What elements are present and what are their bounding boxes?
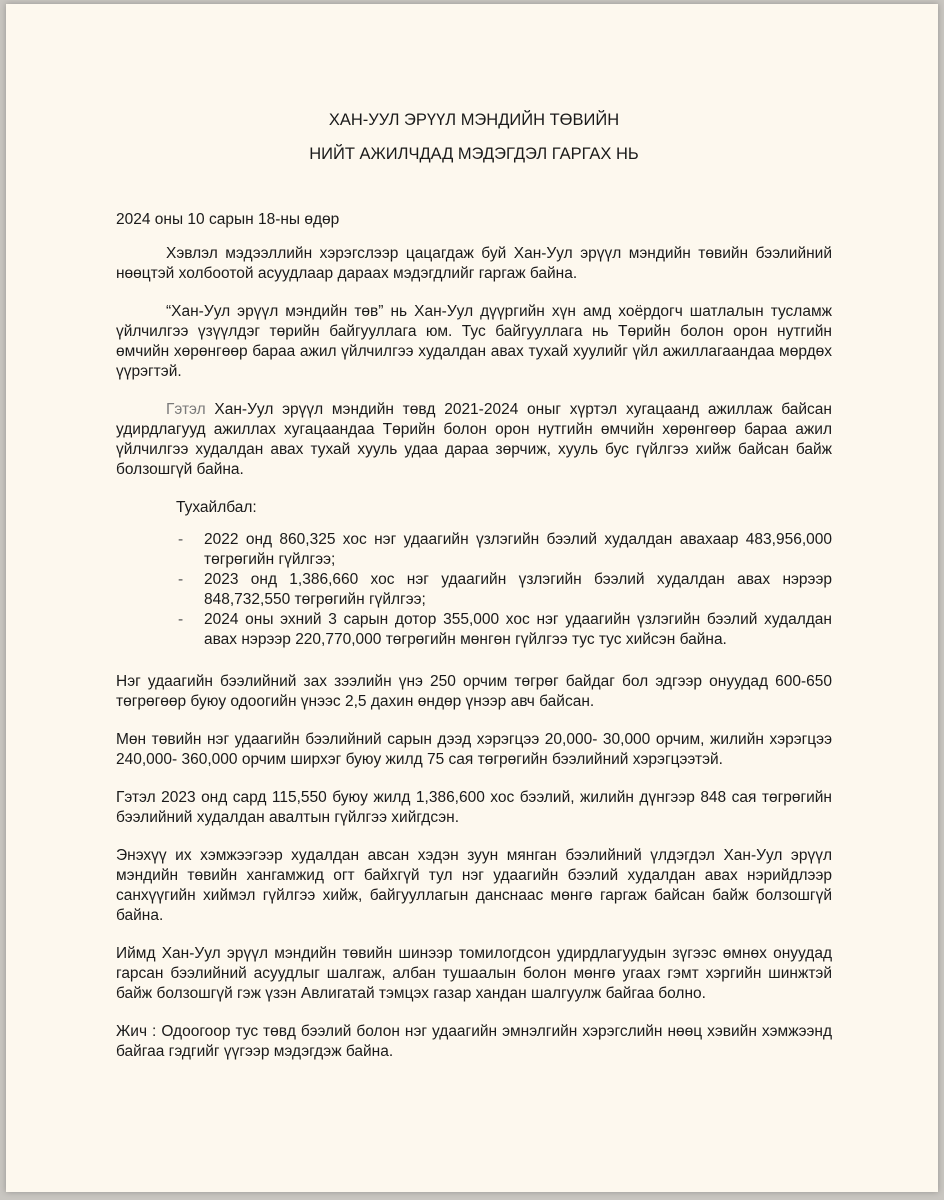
document-date: 2024 оны 10 сарын 18-ны өдөр: [116, 211, 340, 228]
paragraph-violation-lead: Гэтэл: [166, 401, 206, 418]
paragraph-demand: Мөн төвийн нэг удаагийн бээлийний сарын дээд хэрэгцээ 20,000- 30,000 орчим, жилийн хэрэгцээ 240,000- 360,000 орчим ширхэг буюу жилд 75 сая төгрөгийн бээлийний хэрэгцээтэй.: [116, 731, 832, 768]
paragraph-intro: Хэвлэл мэдээллийн хэрэгслээр цацагдаж буй Хан-Уул эрүүл мэндийн төвийн бээлийний нөөцтэй холбоотой асуудлаар дараах мэдэгдлийг гаргаж байна.: [116, 245, 832, 282]
for-example-label: Тухайлбал:: [176, 499, 257, 516]
document-page: [6, 4, 938, 1192]
transaction-list: [116, 530, 832, 650]
list-dash: -: [178, 571, 184, 588]
document-title-line-2: НИЙТ АЖИЛЧДАД МЭДЭГДЭЛ ГАРГАХ НЬ: [309, 145, 639, 163]
document-title-line-1: ХАН-УУЛ ЭРҮҮЛ МЭНДИЙН ТӨВИЙН: [328, 111, 620, 129]
list-item: [116, 570, 832, 610]
paragraph-missing-stock: Энэхүү их хэмжээгээр худалдан авсан хэдэн зуун мянган бээлийний үлдэгдэл Хан-Уул эрүүл мэндийн төвийн хангамжид огт байхгүй тул нэг удаагийн бээлий худалдан авах нэрийдлээр санхүүгийн хиймэл гүйлгээ хийж, байгууллагын данснаас мөнгө гаргаж байсан байж болзошгүй байна.: [116, 847, 832, 924]
list-item-text: 2024 оны эхний 3 сарын дотор 355,000 хос нэг удаагийн үзлэгийн бээлий худалдан авах нэрээр 220,770,000 төгрөгийн мөнгөн гүйлгээ тус тус хийсэн байна.: [204, 611, 832, 648]
list-item: [116, 610, 832, 650]
list-dash: -: [178, 611, 184, 628]
list-item-text: 2023 онд 1,386,660 хос нэг удаагийн үзлэгийн бээлий худалдан авах нэрээр 848,732,550 төгрөгийн гүйлгээ;: [204, 571, 832, 608]
paragraph-market-price: Нэг удаагийн бээлийний зах зээлийн үнэ 250 орчим төгрөг байдаг бол эдгээр онуудад 600-650 төгрөгөөр буюу одоогийн үнээс 2,5 дахин өндөр үнээр авч байсан.: [116, 673, 832, 710]
list-dash: -: [178, 531, 184, 548]
paragraph-note: Жич : Одоогоор тус төвд бээлий болон нэг удаагийн эмнэлгийн хэрэгслийн нөөц хэвийн хэмжээнд байгаа гэдгийг үүгээр мэдэгдэж байна.: [116, 1023, 832, 1060]
paragraph-2023-purchase: Гэтэл 2023 онд сард 115,550 буюу жилд 1,386,600 хос бээлий, жилийн дүнгээр 848 сая төгрөгийн бээлийний худалдан авалтын гүйлгээ хийгдсэн.: [116, 789, 832, 826]
paragraph-violation: [116, 400, 832, 480]
paragraph-organization: “Хан-Уул эрүүл мэндийн төв” нь Хан-Уул дүүргийн хүн амд хоёрдогч шатлалын тусламж үйлчилгээ үзүүлдэг төрийн байгууллага юм. Тус байгууллага нь Төрийн болон орон нутгийн өмчийн хөрөнгөөр бараа ажил үйлчилгээ худалдан авах тухай хуулийг үйл ажиллагаандаа мөрдөх үүрэгтэй.: [116, 303, 832, 380]
list-item-text: 2022 онд 860,325 хос нэг удаагийн үзлэгийн бээлий худалдан авахаар 483,956,000 төгрөгийн гүйлгээ;: [204, 531, 832, 568]
paragraph-violation-text: Хан-Уул эрүүл мэндийн төвд 2021-2024 оныг хүртэл хугацаанд ажиллаж байсан удирдлагууд ажиллах хугацаандаа Төрийн болон орон нутгийн өмчийн хөрөнгөөр бараа ажил үйлчилгээ худалдан авах тухай хууль удаа дараа зөрчиж, хууль бус гүйлгээ хийж байсан байж болзошгүй байна.: [116, 401, 832, 478]
document-body: [116, 244, 832, 1080]
paragraph-investigation: Иймд Хан-Уул эрүүл мэндийн төвийн шинээр томилогдсон удирдлагуудын зүгээс өмнөх онуудад гарсан бээлийний асуудлыг шалгаж, албан тушаалын болон мөнгө угаах гэмт хэргийн шинжтэй байж болзошгүй гэж үзэн Авлигатай тэмцэх газар хандан шалгуулж байгаа болно.: [116, 945, 832, 1002]
list-item: [116, 530, 832, 570]
